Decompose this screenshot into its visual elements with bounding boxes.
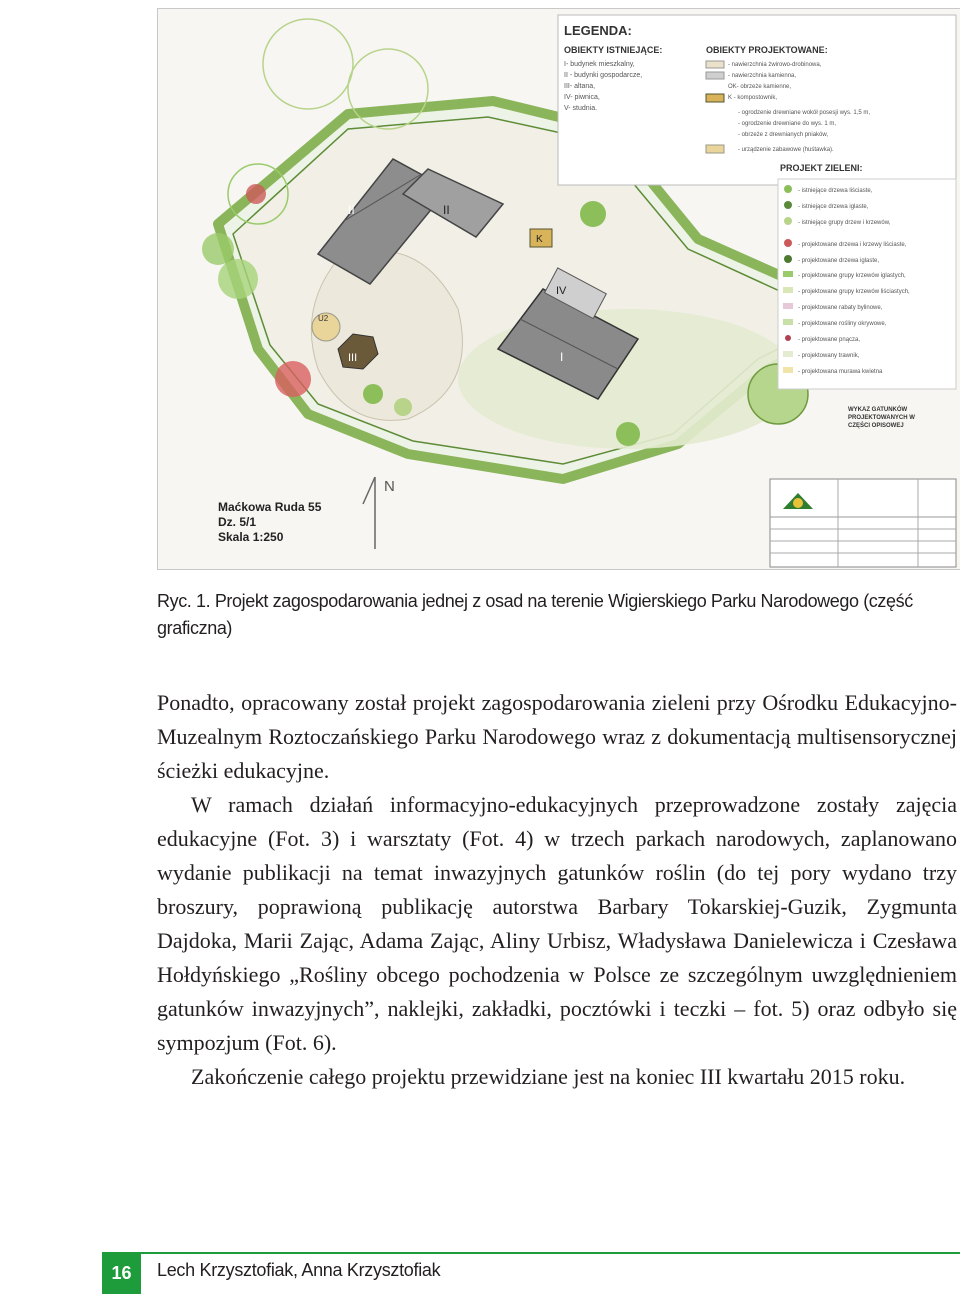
legend-item: - urządzenie zabawowe (huśtawka). [738,147,834,153]
legend-swatch [706,145,724,153]
projected-title: OBIEKTY PROJEKTOWANE: [706,45,828,55]
page-number: 16 [102,1252,141,1294]
legend-item: - ogrodzenie drewniane do wys. 1 m, [738,121,837,127]
legend-item: - istniejące drzewa liściaste, [798,188,873,194]
legend-symbol [784,201,792,209]
address-line: Maćkowa Ruda 55 [218,500,322,514]
north-arrow-head [363,477,375,504]
species-note: PROJEKTOWANYCH W [848,415,915,421]
tree [275,361,311,397]
legend-symbol [783,367,793,373]
legend-item: - projektowany trawnik, [798,353,860,359]
legend-swatch [706,61,724,68]
legend-symbol [784,185,792,193]
address-line: Dz. 5/1 [218,515,257,529]
legend-item: II - budynki gospodarcze, [564,72,643,79]
north-label: N [384,478,395,495]
legend-symbol [783,287,793,293]
legend-item: - projektowane drzewa iglaste, [798,258,880,264]
legend-item: III- altana, [564,83,596,90]
legend-item: OK- obrzeże kamienne, [728,84,792,90]
tree [202,233,234,265]
legend-item: - projektowana murawa kwietna [798,369,883,375]
legend-symbol [784,217,792,225]
tree [394,398,412,416]
legend-symbol [783,351,793,357]
legend-symbol [784,239,792,247]
legend-item: - nawierzchnia żwirowo-drobinowa, [728,62,822,68]
label-ii: II [443,203,450,217]
legend-item: - projektowane grupy krzewów iglastych, [798,273,906,279]
legend-item: - istniejące drzewa iglaste, [798,204,869,210]
label-u2: U2 [318,314,329,323]
tree [363,384,383,404]
existing-title: OBIEKTY ISTNIEJĄCE: [564,45,663,55]
paragraph: Ponadto, opracowany został projekt zagospodarowania zieleni przy Ośrodku Edukacyjno-Muzealnym Roztoczańskiego Parku Narodowego wraz z dokumentacją multisensorycznej ścieżki edukacyjne. [157,690,957,783]
green-title: PROJEKT ZIELENI: [780,163,863,173]
tree [616,422,640,446]
legend-item: - projektowane drzewa i krzewy liściaste, [798,242,907,248]
paragraph: Zakończenie całego projektu przewidziane jest na koniec III kwartału 2015 roku. [191,1064,906,1089]
legend-item: - istniejące grupy drzew i krzewów, [798,220,891,226]
paragraph: W ramach działań informacyjno-edukacyjnych przeprowadzone zostały zajęcia edukacyjne (Fot. 3) i warsztaty (Fot. 4) w trzech parkach narodowych, zaplanowano wydanie publikacji na temat inwazyjnych gatunków roślin (do tej pory wydano trzy broszury, poprawioną publikację autorstwa Barbary Tokarskiej-Guzik, Zygmunta Dajdoka, Marii Zając, Adama Zając, Aliny Urbisz, Władysława Danielewicza i Czesława Hołdyńskiego „Rośliny obcego pochodzenia w Polsce ze szczególnym uwzględnieniem gatunków inwazyjnych”, naklejki, zakładki, pocztówki i teczki – fot. 5) oraz odbyło się sympozjum (Fot. 6). [157,792,957,1055]
site-plan-figure [157,8,960,570]
legend-item: - projektowane pnącza, [798,337,861,343]
legend-item: - ogrodzenie drewniane wokół posesji wys. 1,5 m, [738,110,871,116]
footer-rule [141,1252,960,1254]
figure-caption: Ryc. 1. Projekt zagospodarowania jednej z osad na terenie Wigierskiego Parku Narodowego (część graficzna) [157,591,913,638]
tree [580,201,606,227]
legend-item: - projektowane rabaty bylinowe, [798,305,883,311]
legend-title: LEGENDA: [564,23,632,38]
label-ii: II [348,203,355,217]
site-plan-drawing [158,9,960,569]
tree [246,184,266,204]
tree-canopy [263,19,353,109]
legend-symbol [783,319,793,325]
legend-symbol [783,271,793,277]
tree [218,259,258,299]
title-block [770,479,956,567]
legend-symbol [783,303,793,309]
species-note: WYKAZ GATUNKÓW [848,407,908,413]
legend-item: - projektowane grupy krzewów liściastych, [798,289,910,295]
legend-swatch [706,94,724,102]
legend-item: V- studnia. [564,105,598,112]
legend-item: - nawierzchnia kamienna, [728,73,797,79]
legend-item: - obrzeże z drewnianych pniaków, [738,132,829,138]
label-k: K [536,234,543,245]
legend-item: IV- piwnica, [564,94,600,101]
article-body [157,686,957,1094]
label-iv: IV [556,285,567,297]
legend-item: K - kompostownik, [728,95,778,101]
title-block-frame [770,479,956,567]
legend-item: I- budynek mieszkalny, [564,61,635,68]
legend-symbol [784,255,792,263]
legend-symbol [785,335,791,341]
legend-item: - projektowane rośliny okrywowe, [798,321,887,327]
logo-sun [793,498,803,508]
legend-swatch [706,72,724,79]
label-iii: III [348,352,358,364]
species-note: CZĘŚCI OPISOWEJ [848,423,904,429]
label-i: I [560,350,564,364]
footer-authors: Lech Krzysztofiak, Anna Krzysztofiak [157,1260,441,1280]
address-line: Skala 1:250 [218,530,284,544]
